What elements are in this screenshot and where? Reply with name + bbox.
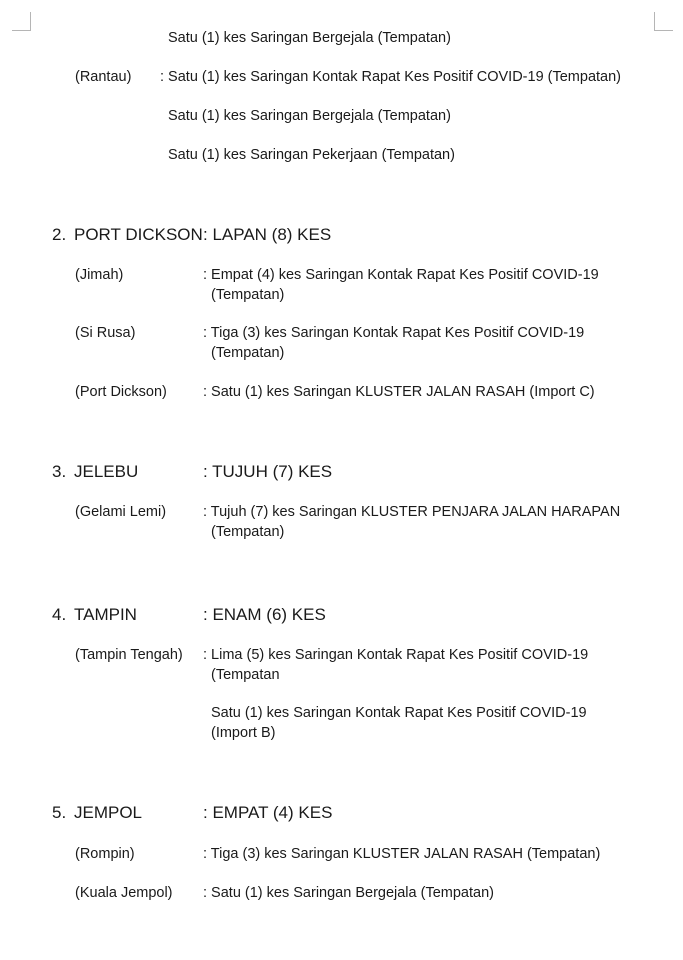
case-line: Satu (1) kes Saringan Pekerjaan (Tempatan) — [168, 147, 455, 163]
district-total: : LAPAN (8) KES — [203, 225, 332, 244]
case-line-cont: (Import B) — [211, 725, 276, 741]
area-label-rantau: (Rantau) — [75, 69, 132, 85]
case-line-cont: (Tempatan) — [211, 287, 285, 303]
case-line: : Satu (1) kes Saringan Kontak Rapat Kes Positif COVID-19 (Tempatan) — [160, 69, 621, 85]
section-number: 2. — [52, 225, 67, 244]
section-number: 3. — [52, 462, 67, 481]
district-heading-jempol: JEMPOL — [74, 803, 143, 822]
area-label-port-dickson: (Port Dickson) — [75, 384, 167, 400]
area-label-si-rusa: (Si Rusa) — [75, 325, 136, 341]
case-line: : Lima (5) kes Saringan Kontak Rapat Kes Positif COVID-19 — [203, 647, 589, 663]
case-line: : Empat (4) kes Saringan Kontak Rapat Kes Positif COVID-19 — [203, 267, 599, 283]
district-total: : ENAM (6) KES — [203, 605, 326, 624]
case-line-cont: (Tempatan — [211, 667, 280, 683]
case-line: : Satu (1) kes Saringan Bergejala (Tempatan) — [203, 885, 494, 901]
case-line: : Tiga (3) kes Saringan Kontak Rapat Kes Positif COVID-19 — [203, 325, 585, 341]
case-line-cont: (Tempatan) — [211, 345, 285, 361]
district-total: : TUJUH (7) KES — [203, 462, 333, 481]
district-heading-jelebu: JELEBU — [74, 462, 139, 481]
case-line: : Satu (1) kes Saringan KLUSTER JALAN RASAH (Import C) — [203, 384, 595, 400]
case-line: Satu (1) kes Saringan Bergejala (Tempatan) — [168, 30, 451, 46]
case-line: : Tujuh (7) kes Saringan KLUSTER PENJARA JALAN HARAPAN — [203, 504, 621, 520]
area-label-tampin-tengah: (Tampin Tengah) — [75, 647, 183, 663]
district-heading-tampin: TAMPIN — [74, 605, 137, 624]
area-label-kuala-jempol: (Kuala Jempol) — [75, 885, 173, 901]
section-number: 4. — [52, 605, 67, 624]
area-label-gelami-lemi: (Gelami Lemi) — [75, 504, 167, 520]
case-line-cont: (Tempatan) — [211, 524, 285, 540]
crop-mark-top-right — [654, 12, 673, 31]
case-line: : Tiga (3) kes Saringan KLUSTER JALAN RASAH (Tempatan) — [203, 846, 601, 862]
district-heading-port-dickson: PORT DICKSON — [74, 225, 203, 244]
crop-mark-top-left — [12, 12, 31, 31]
case-line: Satu (1) kes Saringan Bergejala (Tempatan) — [168, 108, 451, 124]
area-label-jimah: (Jimah) — [75, 267, 124, 283]
district-total: : EMPAT (4) KES — [203, 803, 333, 822]
case-line: Satu (1) kes Saringan Kontak Rapat Kes Positif COVID-19 — [211, 705, 587, 721]
area-label-rompin: (Rompin) — [75, 846, 135, 862]
section-number: 5. — [52, 803, 67, 822]
